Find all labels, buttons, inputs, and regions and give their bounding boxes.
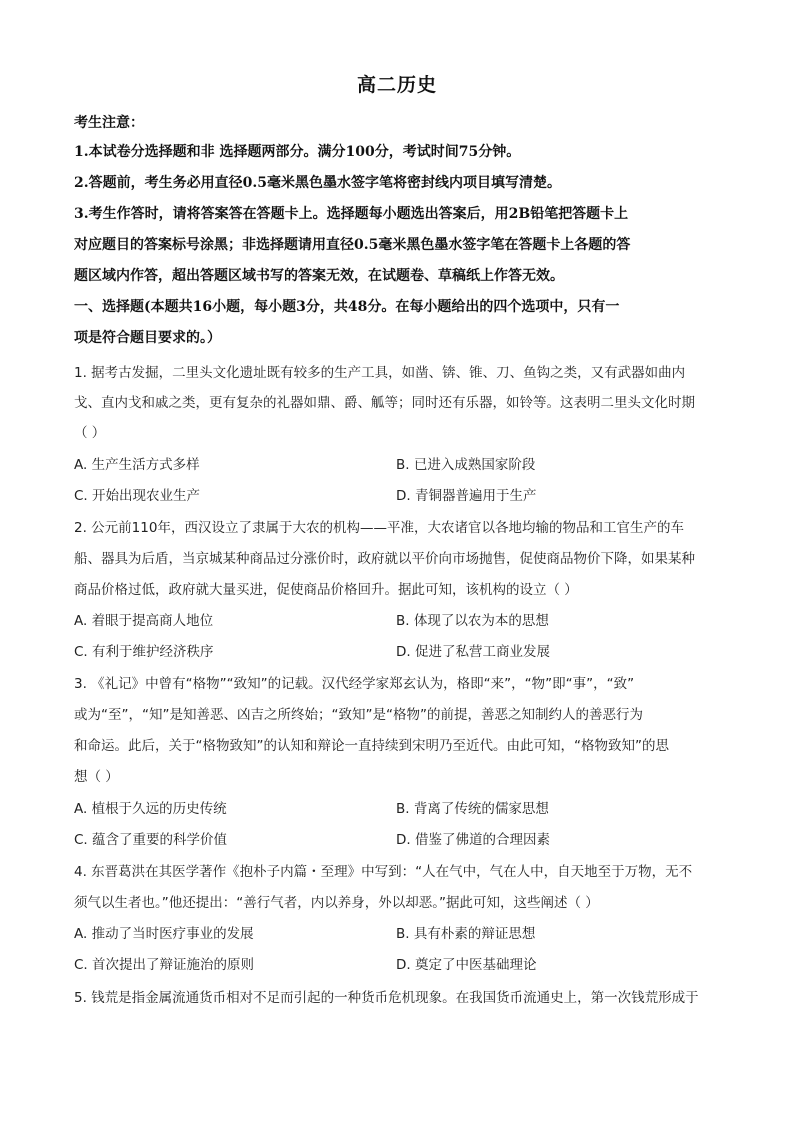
question-2-option-d: D. 促进了私营工商业发展 bbox=[396, 644, 550, 660]
question-4-option-b: B. 具有朴素的辩证思想 bbox=[396, 926, 536, 942]
section-heading-cont: 项是符合题目要求的。） bbox=[74, 330, 221, 346]
question-3-text: 或为“至”，“知”是知善恶、凶吉之所终始；“致知”是“格物”的前提，善恶之知制约人的善恶行为 bbox=[74, 707, 643, 723]
question-2-text: 商品价格过低，政府就大量买进，促使商品价格回升。据此可知，该机构的设立（ ） bbox=[74, 582, 578, 598]
question-1-option-d: D. 青铜器普遍用于生产 bbox=[396, 488, 537, 504]
notice-item: 对应题目的答案标号涂黑；非选择题请用直径0.5毫米黑色墨水签字笔在答题卡上各题的答 bbox=[74, 237, 631, 253]
question-4-option-d: D. 奠定了中医基础理论 bbox=[396, 957, 537, 973]
question-3-option-c: C. 蕴含了重要的科学价值 bbox=[74, 832, 228, 848]
question-2-option-b: B. 体现了以农为本的思想 bbox=[396, 613, 549, 629]
question-4-text: 4. 东晋葛洪在其医学著作《抱朴子内篇・至理》中写到：“人在气中，气在人中，自天地至于万物，无不 bbox=[74, 864, 693, 880]
question-2-option-a: A. 着眼于提高商人地位 bbox=[74, 613, 214, 629]
question-3-option-d: D. 借鉴了佛道的合理因素 bbox=[396, 832, 550, 848]
question-2-option-c: C. 有利于维护经济秩序 bbox=[74, 644, 214, 660]
question-3-text: 和命运。此后，关于“格物致知”的认知和辩论一直持续到宋明乃至近代。由此可知，“格物致知”的思 bbox=[74, 738, 669, 754]
question-1-text: 戈、直内戈和戚之类，更有复杂的礼器如鼎、爵、觚等；同时还有乐器，如铃等。这表明二里头文化时期 bbox=[74, 395, 695, 411]
notice-item: 2.答题前，考生务必用直径0.5毫米黑色墨水签字笔将密封线内项目填写清楚。 bbox=[74, 175, 561, 191]
question-1-text: （ ） bbox=[74, 425, 106, 441]
question-1-option-a: A. 生产生活方式多样 bbox=[74, 457, 200, 473]
question-1-option-c: C. 开始出现农业生产 bbox=[74, 488, 201, 504]
page-title: 高二历史 bbox=[356, 74, 437, 96]
question-3-text: 想（ ） bbox=[74, 769, 119, 785]
question-2-text: 2. 公元前110年，西汉设立了隶属于大农的机构——平准，大农诸官以各地均输的物品和工官生产的车 bbox=[74, 520, 684, 536]
notice-heading: 考生注意： bbox=[74, 115, 144, 131]
question-1-text: 1. 据考古发掘，二里头文化遗址既有较多的生产工具，如凿、锛、锥、刀、鱼钩之类，又有武器如曲内 bbox=[74, 365, 686, 381]
question-3-text: 3. 《礼记》中曾有“格物”“致知”的记载。汉代经学家郑玄认为，格即“来”，“物”即“事”，“致” bbox=[74, 676, 635, 692]
question-5-text: 5. 钱荒是指金属流通货币相对不足而引起的一种货币危机现象。在我国货币流通史上，第一次钱荒形成于 bbox=[74, 990, 699, 1006]
notice-item: 3.考生作答时，请将答案答在答题卡上。选择题每小题选出答案后，用2B铅笔把答题卡上 bbox=[74, 206, 629, 222]
question-4-option-c: C. 首次提出了辩证施治的原则 bbox=[74, 957, 255, 973]
question-2-text: 船、器具为后盾，当京城某种商品过分涨价时，政府就以平价向市场抛售，促使商品物价下降，如果某种 bbox=[74, 551, 695, 567]
question-1-option-b: B. 已进入成熟国家阶段 bbox=[396, 457, 536, 473]
question-4-text: 须气以生者也。”他还提出：“善行气者，内以养身，外以却恶。”据此可知，这些阐述（ ） bbox=[74, 895, 599, 911]
question-3-option-b: B. 背离了传统的儒家思想 bbox=[396, 801, 549, 817]
question-3-option-a: A. 植根于久远的历史传统 bbox=[74, 801, 227, 817]
section-heading: 一、选择题(本题共16小题，每小题3分，共48分。在每小题给出的四个选项中，只有一 bbox=[74, 299, 620, 315]
notice-item: 题区域内作答，超出答题区域书写的答案无效，在试题卷、草稿纸上作答无效。 bbox=[74, 268, 564, 284]
notice-item: 1.本试卷分选择题和非 选择题两部分。满分100分，考试时间75分钟。 bbox=[74, 144, 521, 160]
question-4-option-a: A. 推动了当时医疗事业的发展 bbox=[74, 926, 254, 942]
